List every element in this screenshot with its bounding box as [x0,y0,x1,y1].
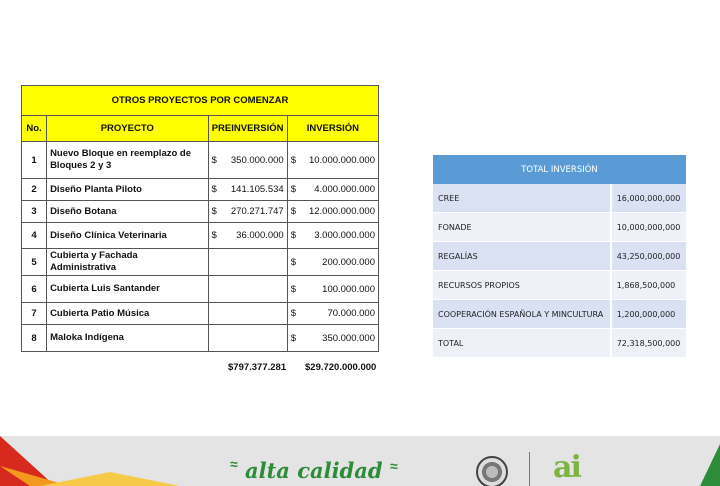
table-row [433,329,686,358]
total-inversion: $29.720.000.000 [305,362,377,373]
project-name: Diseño Botana [47,201,208,223]
table-row [433,213,686,242]
preinversion-cell [208,142,287,179]
inversion-value: 12.000.000.000 [308,206,375,217]
preinversion-cell [208,249,287,276]
row-number: 4 [22,223,47,249]
header-preinversion: PREINVERSIÓN [208,116,287,142]
source-label: FONADE [433,213,611,242]
inversion-value: 350.000.000 [322,332,375,344]
row-number: 1 [22,142,47,179]
inversion-cell [287,179,378,201]
accreditation-logo: ai [553,450,580,485]
currency-sign: $ [290,206,297,217]
inversion-cell [287,201,378,223]
table-row [22,249,379,276]
table-row [22,201,379,223]
source-label: CREE [433,184,611,213]
inversion-value: 100.000.000 [322,283,375,295]
row-number: 2 [22,179,47,201]
table-row [433,242,686,271]
inversion-value: 3.000.000.000 [314,230,375,241]
inversion-cell [287,276,378,303]
currency-sign: $ [290,256,297,268]
table-row [22,276,379,303]
total-investment-header-row [433,155,686,184]
currency-sign: $ [211,184,217,195]
row-number: 7 [22,303,47,325]
inversion-cell [287,325,378,352]
projects-table [21,85,379,352]
source-label: TOTAL [433,329,611,358]
table-row [433,271,686,300]
preinversion-cell [208,179,287,201]
preinversion-cell [208,325,287,352]
inversion-cell [287,249,378,276]
slogan-text: alta calidad [245,458,383,483]
source-value: 43,250,000,000 [611,242,686,271]
source-label: RECURSOS PROPIOS [433,271,611,300]
inversion-value: 10.000.000.000 [308,154,375,166]
table-row [22,325,379,352]
total-preinversion: $797.377.281 [228,362,287,373]
inversion-value: 4.000.000.000 [314,184,375,195]
yellow-stripe-shape [40,472,180,486]
currency-sign: $ [211,206,217,217]
source-value: 1,200,000,000 [611,300,686,329]
project-name: Diseño Clínica Veterinaria [47,223,208,249]
currency-sign: $ [211,230,217,241]
source-value: 1,868,500,000 [611,271,686,300]
university-seal-icon [476,456,508,486]
preinversion-value: 141.105.534 [230,184,284,195]
inversion-cell [287,223,378,249]
source-value: 16,000,000,000 [611,184,686,213]
preinversion-value: 350.000.000 [230,154,284,166]
row-number: 8 [22,325,47,352]
currency-sign: $ [290,308,297,319]
table-row [22,142,379,179]
inversion-value: 200.000.000 [322,256,375,268]
preinversion-value: 36.000.000 [236,230,284,241]
table-row [22,179,379,201]
table-row [22,303,379,325]
header-proyecto: PROYECTO [47,116,208,142]
projects-table-title: OTROS PROYECTOS POR COMENZAR [22,86,379,116]
currency-sign: $ [211,154,217,166]
project-name: Maloka Indígena [47,325,208,352]
header-inversion: INVERSIÓN [287,116,378,142]
slogan-left-deco-icon: ≈ [230,456,238,472]
projects-table-header-row [22,116,379,142]
projects-table-title-row [22,86,379,116]
currency-sign: $ [290,332,297,344]
project-name: Diseño Planta Piloto [47,179,208,201]
project-name: Cubierta y Fachada Administrativa [47,249,208,276]
source-label: REGALÍAS [433,242,611,271]
project-name: Cubierta Patio Música [47,303,208,325]
slogan-right-deco-icon: ≈ [390,458,398,474]
row-number: 6 [22,276,47,303]
preinversion-cell [208,276,287,303]
inversion-cell [287,303,378,325]
project-name: Cubierta Luis Santander [47,276,208,303]
total-investment-title: TOTAL INVERSIÓN [433,155,686,184]
table-row [433,300,686,329]
row-number: 5 [22,249,47,276]
currency-sign: $ [290,283,297,295]
inversion-value: 70.000.000 [327,308,375,319]
table-row [22,223,379,249]
total-investment-table [433,155,686,358]
inversion-cell [287,142,378,179]
source-value: 10,000,000,000 [611,213,686,242]
currency-sign: $ [290,230,297,241]
divider [529,452,530,486]
preinversion-value: 270.271.747 [230,206,284,217]
project-name: Nuevo Bloque en reemplazo de Bloques 2 y 3 [47,142,208,179]
preinversion-cell [208,223,287,249]
footer-banner [0,436,720,486]
source-label: COOPERACIÓN ESPAÑOLA Y MINCULTURA [433,300,611,329]
green-triangle-shape [700,444,720,486]
table-row [433,184,686,213]
row-number: 3 [22,201,47,223]
preinversion-cell [208,201,287,223]
preinversion-cell [208,303,287,325]
currency-sign: $ [290,184,297,195]
header-no: No. [22,116,47,142]
source-value: 72,318,500,000 [611,329,686,358]
currency-sign: $ [290,154,297,166]
